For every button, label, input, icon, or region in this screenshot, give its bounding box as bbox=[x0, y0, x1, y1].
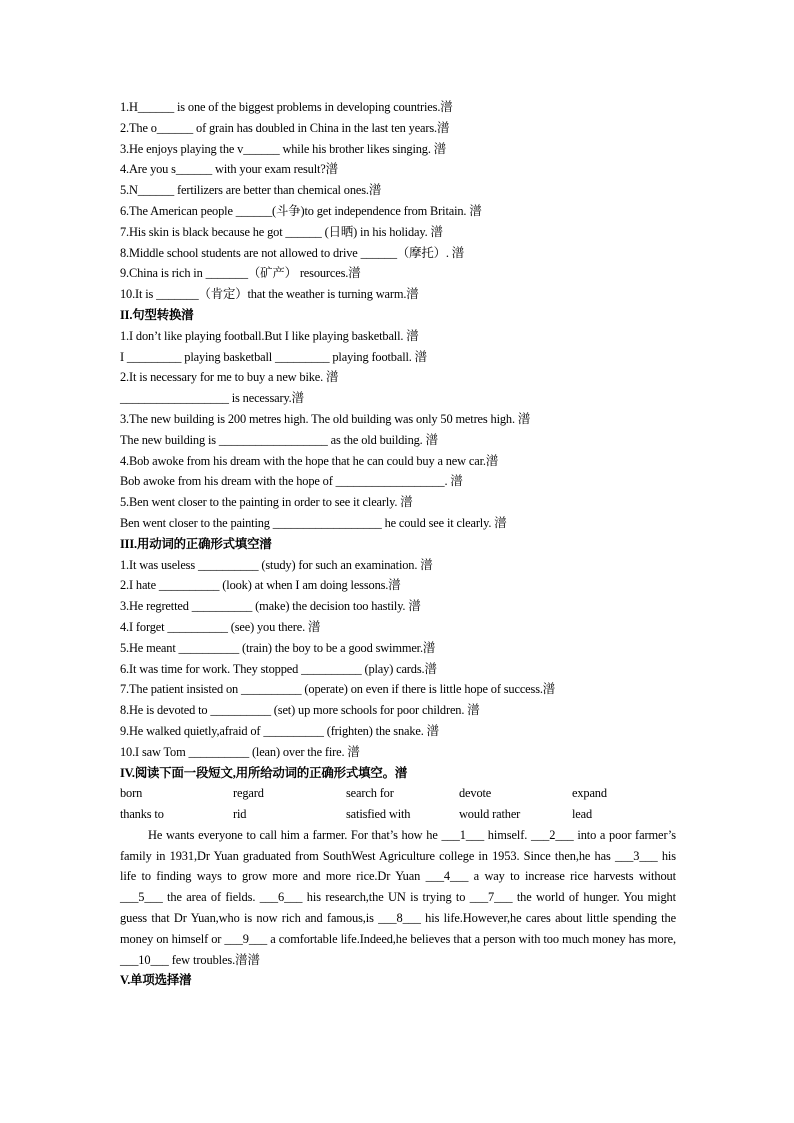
vocab-item: 3.He enjoys playing the v______ while his brother likes singing. 潽 bbox=[120, 141, 446, 156]
section-heading: V.单项选择潽 bbox=[120, 973, 192, 988]
multiple-choice-section bbox=[120, 970, 676, 991]
exercise-line: 10.I saw Tom __________ (lean) over the fire. 潽 bbox=[120, 744, 360, 759]
vocab-item: 2.The o______ of grain has doubled in China in the last ten years.潽 bbox=[120, 120, 450, 135]
word-bank-item: expand bbox=[572, 786, 607, 801]
vocab-item: 9.China is rich in _______（矿产） resources.潽 bbox=[120, 266, 361, 281]
exercise-line: 6.It was time for work. They stopped __________ (play) cards.潽 bbox=[120, 661, 437, 676]
vocab-item: 4.Are you s______ with your exam result?潽 bbox=[120, 162, 338, 177]
exercise-line: 5.Ben went closer to the painting in order to see it clearly. 潽 bbox=[120, 495, 413, 510]
exercise-line: Ben went closer to the painting __________________ he could see it clearly. 潽 bbox=[120, 515, 507, 530]
exercise-line: 3.He regretted __________ (make) the decision too hastily. 潽 bbox=[120, 599, 421, 614]
word-bank-item: satisfied with bbox=[346, 807, 411, 822]
exercise-line: 9.He walked quietly,afraid of __________ (frighten) the snake. 潽 bbox=[120, 723, 439, 738]
word-bank-row bbox=[120, 804, 676, 825]
exercise-line: I _________ playing basketball _________ playing football. 潽 bbox=[120, 349, 427, 364]
word-bank-item: search for bbox=[346, 786, 394, 801]
vocab-item: 10.It is _______（肯定）that the weather is turning warm.潽 bbox=[120, 287, 419, 302]
word-bank-row bbox=[120, 783, 676, 804]
verb-form-section bbox=[120, 534, 676, 763]
word-bank-item: regard bbox=[233, 786, 264, 801]
worksheet bbox=[120, 97, 676, 991]
word-bank-item: thanks to bbox=[120, 807, 164, 822]
reading-passage: He wants everyone to call him a farmer. For that’s how he ___1___ himself. ___2___ into a poor farmer’s family in 1931,Dr Yuan graduated from SouthWest Agriculture college in 1953. Since then,he has ___3___ his life to finding ways to grow more and more rice.Dr Yuan ___4___ a way to increase rice harvests without ___5___ the area of fields. ___6___ his research,the UN is trying to ___7___ the world of hunger. You might guess that Dr Yuan,who is now rich and famous,is ___8___ his life.However,he cares about little spending the money on himself or ___9___ a comfortable life.Indeed,he believes that a person with too much money has more, ___10___ few troubles.潽潽 bbox=[120, 827, 676, 967]
exercise-line: Bob awoke from his dream with the hope of __________________. 潽 bbox=[120, 474, 463, 489]
vocab-exercise bbox=[120, 97, 676, 305]
word-bank-item: would rather bbox=[459, 807, 521, 822]
exercise-line: 7.The patient insisted on __________ (operate) on even if there is little hope of success.潽 bbox=[120, 682, 556, 697]
vocab-item: 5.N______ fertilizers are better than chemical ones.潽 bbox=[120, 183, 382, 198]
word-bank-item: rid bbox=[233, 807, 247, 822]
exercise-line: 5.He meant __________ (train) the boy to be a good swimmer.潽 bbox=[120, 640, 436, 655]
vocab-item: 8.Middle school students are not allowed to drive ______（摩托）. 潽 bbox=[120, 245, 464, 260]
sentence-transform-section bbox=[120, 305, 676, 534]
exercise-line: 1.I don’t like playing football.But I like playing basketball. 潽 bbox=[120, 328, 419, 343]
vocab-item: 1.H______ is one of the biggest problems in developing countries.潽 bbox=[120, 100, 453, 114]
exercise-line: 1.It was useless __________ (study) for such an examination. 潽 bbox=[120, 557, 433, 572]
reading-fill-section bbox=[120, 763, 676, 971]
exercise-line: 4.I forget __________ (see) you there. 潽 bbox=[120, 619, 321, 634]
exercise-line: 3.The new building is 200 metres high. The old building was only 50 metres high. 潽 bbox=[120, 411, 531, 426]
exercise-line: 2.It is necessary for me to buy a new bike. 潽 bbox=[120, 370, 339, 385]
word-bank-item: devote bbox=[459, 786, 492, 801]
exercise-line: 4.Bob awoke from his dream with the hope that he can could buy a new car.潽 bbox=[120, 453, 499, 468]
vocab-item: 6.The American people ______(斗争)to get independence from Britain. 潽 bbox=[120, 203, 482, 218]
section-heading: II.句型转换潽 bbox=[120, 307, 194, 322]
exercise-line: The new building is __________________ as the old building. 潽 bbox=[120, 432, 438, 447]
exercise-line: __________________ is necessary.潽 bbox=[120, 391, 304, 406]
exercise-line: 2.I hate __________ (look) at when I am doing lessons.潽 bbox=[120, 578, 401, 593]
exercise-line: 8.He is devoted to __________ (set) up more schools for poor children. 潽 bbox=[120, 703, 480, 718]
section-heading: IV.阅读下面一段短文,用所给动词的正确形式填空。潽 bbox=[120, 765, 408, 780]
vocab-item: 7.His skin is black because he got ______ (日晒) in his holiday. 潽 bbox=[120, 224, 443, 239]
word-bank-item: lead bbox=[572, 807, 593, 822]
section-heading: III.用动词的正确形式填空潽 bbox=[120, 536, 272, 551]
word-bank-item: born bbox=[120, 786, 143, 801]
